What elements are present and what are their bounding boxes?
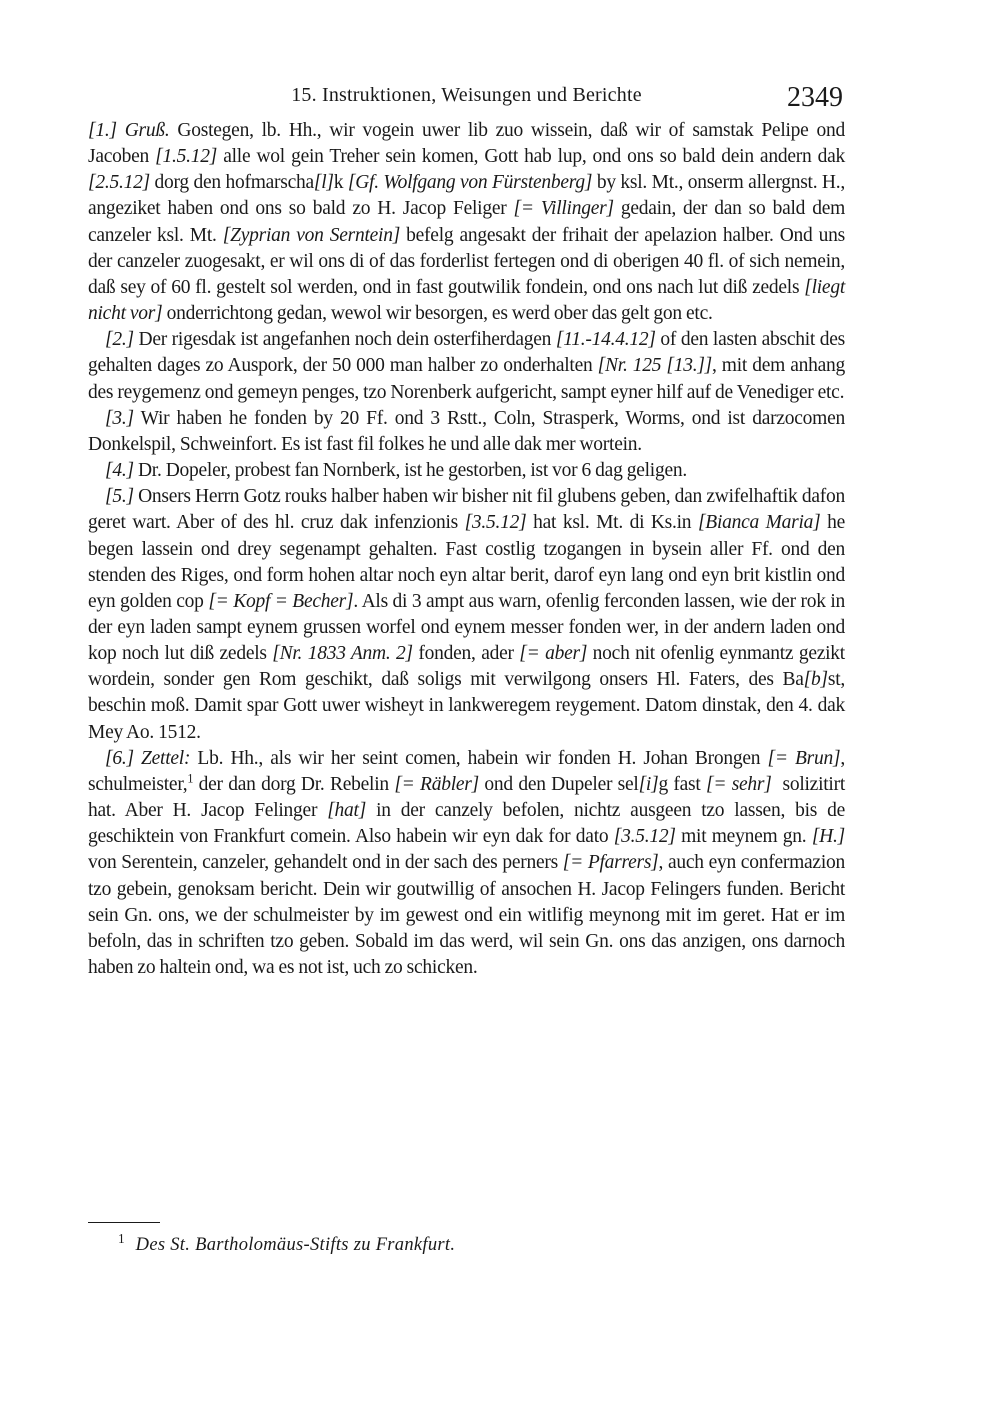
- editorial-insertion: [= Kopf = Becher]: [208, 590, 354, 612]
- paragraph: [88, 746, 845, 981]
- page-number: 2349: [787, 82, 843, 113]
- editorial-insertion: [Bianca Maria]: [697, 512, 821, 534]
- paragraph: [88, 484, 845, 746]
- text-run: . Als di 3 ampt aus warn, ofenlig ferconden lassen, wie der rok in der eyn laden sampt eynem grussen worfel ond eynem messer fonden wer, in der andern laden ond kop noch lut diß zedels: [88, 590, 846, 665]
- text-run: von Serentein, canzeler, gehandelt ond in der sach des perners: [88, 852, 563, 874]
- editorial-insertion: [3.]: [105, 407, 134, 429]
- editorial-insertion: [l]: [313, 172, 334, 194]
- text-run: mit meynem gn.: [675, 826, 812, 848]
- editorial-insertion: [b]: [803, 669, 828, 691]
- footnote-reference: 1: [187, 771, 194, 786]
- editorial-insertion: [3.5.12]: [464, 512, 527, 534]
- editorial-insertion: [1.] Gruß.: [88, 120, 170, 141]
- text-run: g fast: [658, 773, 706, 795]
- text-run: fonden, ader: [412, 643, 520, 665]
- editorial-insertion: [H.]: [811, 826, 845, 848]
- editorial-insertion: [= Räbler]: [394, 773, 479, 795]
- footnote-separator: [88, 1222, 160, 1223]
- text-run: st, beschin moß. Damit spar Gott uwer wisheyt in lankweregem reygement. Datom dinstak, den 4. dak Mey Ao. 1512.: [88, 669, 845, 743]
- text-run: solizitirt hat. Aber H. Jacop Felinger: [88, 773, 846, 822]
- text-run: dorg den hofmarscha: [149, 172, 314, 194]
- text-run: Gostegen, lb. Hh., wir vogein uwer lib zuo wissein, daß wir of samstak Pelipe ond Jacoben: [88, 120, 845, 168]
- editorial-insertion: [= Brun]: [767, 747, 841, 769]
- editorial-insertion: [Zyprian von Serntein]: [222, 224, 401, 246]
- paragraph: [88, 327, 845, 405]
- footnote: [88, 1230, 875, 1258]
- text-run: alle wol gein Treher sein komen, Gott hab lup, ond ons so bald dein andern dak: [217, 146, 845, 168]
- paragraph: [88, 458, 845, 484]
- text-run: der dan dorg Dr. Rebelin: [193, 773, 395, 795]
- text-run: he begen lassein ond drey segenampt gehalten. Fast costlig tzogangen in bysein aller Ff. ond den stenden des Riges, ond form hohen altar noch eyn altar berit, darof eyn lang ond eyn brit kistlin ond eyn golden cop: [88, 512, 845, 612]
- paragraph: [88, 406, 845, 458]
- body-text: [88, 118, 845, 981]
- editorial-insertion: [1.5.12]: [155, 146, 218, 168]
- editorial-insertion: [Gf. Wolfgang von Fürstenberg]: [347, 172, 593, 194]
- footnote-marker: 1: [118, 1230, 125, 1246]
- text-run: , mit dem anhang des reygemenz ond gemeyn penges, tzo Norenberk aufgericht, sampt eyner hilf auf de Venediger etc.: [88, 355, 846, 403]
- text-run: by ksl. Mt., onserm allergnst. H., angeziket haben ond ons so bald zo H. Jacop Feliger: [88, 172, 845, 220]
- text-run: , schulmeister,: [88, 747, 845, 795]
- editorial-insertion: [Nr. 125 [13.]]: [597, 355, 713, 377]
- editorial-insertion: [i]: [638, 773, 659, 795]
- editorial-insertion: [= aber]: [519, 643, 588, 665]
- text-run: noch nit ofenlig eynmantz gezikt wordein, sonder gen Rom geschikt, daß soligs mit verwilgong onsers Hl. Faters, des Ba: [88, 643, 845, 691]
- editorial-insertion: [6.] Zettel:: [105, 747, 191, 769]
- text-run: hat ksl. Mt. di Ks.in: [526, 512, 698, 534]
- paragraph: [88, 118, 845, 327]
- editorial-insertion: [hat]: [327, 800, 367, 822]
- editorial-insertion: [liegt nicht vor]: [88, 276, 845, 325]
- editorial-insertion: [2.]: [105, 329, 134, 351]
- text-run: k: [333, 172, 348, 194]
- text-run: Wir haben he fonden by 20 Ff. ond 3 Rstt., Coln, Strasperk, Worms, ond ist darzocomen Donkelspil, Schweinfort. Es ist fast fil folkes he und alle dak mer wortein.: [88, 407, 845, 455]
- editorial-insertion: [= sehr]: [706, 773, 772, 795]
- editorial-insertion: [3.5.12]: [613, 826, 676, 848]
- footnote-text: Des St. Bartholomäus-Stifts zu Frankfurt.: [135, 1235, 456, 1255]
- text-run: Dr. Dopeler, probest fan Nornberk, ist he gestorben, ist vor 6 dag geligen.: [133, 460, 687, 482]
- text-run: ond den Dupeler sel: [478, 773, 639, 795]
- text-run: in der canzely befolen, nichtz ausgeen tzo lassen, bis de geschiktein von Frankfurt comein. Also habein wir eyn dak for dato: [88, 800, 845, 848]
- text-run: Der rigesdak ist angefanhen noch dein osterfiherdagen: [133, 329, 556, 351]
- page-header: [88, 80, 845, 113]
- text-run: onderrichtong gedan, wewol wir besorgen, es werd ober das gelt gon etc.: [162, 303, 713, 325]
- running-title: 15. Instruktionen, Weisungen und Berichte: [291, 84, 642, 106]
- editorial-insertion: [Nr. 1833 Anm. 2]: [272, 643, 413, 665]
- text-run: , auch eyn confermazion tzo gebein, genoksam bericht. Dein wir goutwillig of ansochen H. Jacop Felingers funden. Bericht sein Gn. ons, we der schulmeister by im gewest ond ein witlifig meynong mit im geret. Hat er im befoln, das in schriften tzo geben. Sobald im das werd, wil sein Gn. ons das anzigen, ons darnoch haben zo haltein ond, wa es not ist, uch zo schicken.: [88, 852, 845, 978]
- editorial-insertion: [5.]: [105, 486, 134, 508]
- text-run: Onsers Herrn Gotz rouks halber haben wir bisher nit fil glubens geben, dan zwifelhaftik dafon geret wart. Aber of des hl. cruz dak infenzionis: [88, 486, 845, 534]
- text-run: befelg angesakt der frihait der apelazion halber. Ond uns der canzeler zuogesakt, er wil ons di of das forderlist fertegen ond di oberigen 40 fl. of sich nemein, daß sey of 60 fl. gestelt sol werden, ond in fast goutwilik fondein, ond ons nach lut diß zedels: [88, 224, 845, 298]
- text-run: Lb. Hh., als wir her seint comen, habein wir fonden H. Johan Brongen: [190, 747, 768, 769]
- editorial-insertion: [= Villinger]: [513, 198, 614, 220]
- editorial-insertion: [2.5.12]: [88, 172, 150, 194]
- text-run: gedain, der dan so bald dem canzeler ksl. Mt.: [88, 198, 846, 246]
- editorial-insertion: [11.-14.4.12]: [555, 329, 656, 351]
- editorial-insertion: [= Pfarrers]: [562, 852, 659, 874]
- editorial-insertion: [4.]: [105, 460, 134, 482]
- text-run: of den lasten abschit des gehalten dages zo Auspork, der 50 000 man halber zo onderhalten: [88, 329, 845, 377]
